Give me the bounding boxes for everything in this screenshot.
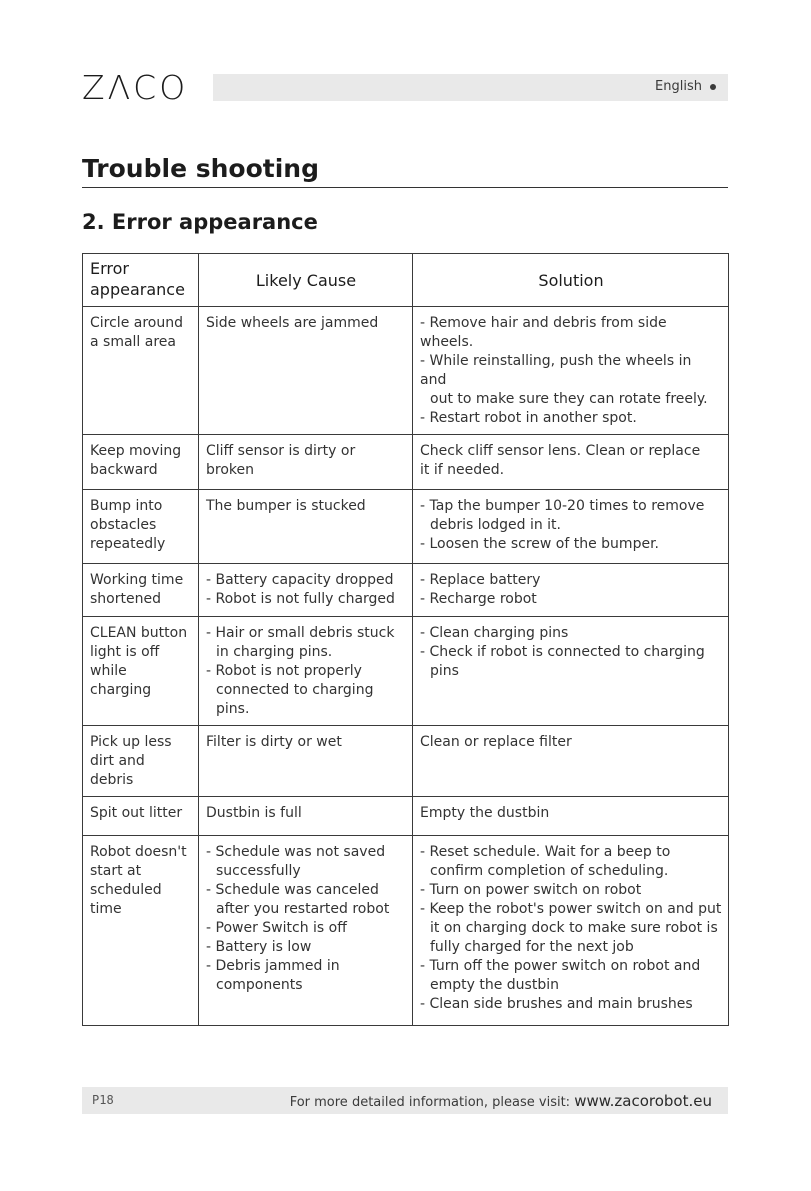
cell-appearance [83,797,199,836]
appearance-line: Working time [90,572,184,588]
cell-solution [413,490,729,564]
cause-line: successfully [216,863,301,879]
solution-line: - Restart robot in another spot. [420,410,637,426]
brand-logo: ZΛCO [82,68,189,107]
table-row [83,435,729,490]
solution-line: - Turn on power switch on robot [420,882,642,898]
cell-cause [199,617,413,726]
solution-line: - Check if robot is connected to charging [420,644,705,660]
solution-line: it if needed. [420,462,505,478]
cell-appearance [83,726,199,797]
table-row [83,836,729,1026]
cause-line: - Schedule was not saved [206,844,386,860]
solution-line: - Tap the bumper 10-20 times to remove [420,498,705,514]
solution-line: confirm completion of scheduling. [430,863,669,879]
appearance-line: time [90,901,122,917]
cause-line: - Schedule was canceled [206,882,379,898]
header-bar [213,74,728,101]
appearance-line: backward [90,462,158,478]
cause-line: - Robot is not properly [206,663,362,679]
cell-appearance [83,435,199,490]
cell-appearance [83,490,199,564]
cause-line: Filter is dirty or wet [206,734,342,750]
error-table [82,253,729,1026]
cell-solution [413,564,729,617]
solution-line: - Loosen the screw of the bumper. [420,536,659,552]
appearance-line: repeatedly [90,536,166,552]
column-header-solution: Solution [413,254,729,307]
cause-line: after you restarted robot [216,901,390,917]
cell-cause [199,726,413,797]
solution-line: - Remove hair and debris from side wheels. [420,315,667,350]
solution-line: - Reset schedule. Wait for a beep to [420,844,671,860]
footer-bar [82,1087,728,1114]
cell-cause [199,435,413,490]
cell-solution [413,726,729,797]
language-indicator [655,79,716,94]
page-number: P18 [92,1093,114,1107]
appearance-line: Bump into [90,498,163,514]
solution-line: - While reinstalling, push the wheels in and [420,353,692,388]
cell-cause [199,797,413,836]
bullet-icon [710,84,716,90]
appearance-line: Pick up less [90,734,172,750]
cause-line: - Battery capacity dropped [206,572,394,588]
solution-line: out to make sure they can rotate freely. [430,391,708,407]
appearance-line: Keep moving [90,443,182,459]
cause-line: components [216,977,303,993]
appearance-line: light is off [90,644,160,660]
solution-line: - Clean side brushes and main brushes [420,996,693,1012]
appearance-line: Circle around [90,315,183,331]
solution-line: Clean or replace filter [420,734,572,750]
column-header-appearance: Error appearance [83,254,199,307]
solution-line: - Recharge robot [420,591,537,607]
cell-cause [199,307,413,435]
cause-line: - Battery is low [206,939,312,955]
cell-appearance [83,617,199,726]
cell-appearance [83,836,199,1026]
cause-line: in charging pins. [216,644,333,660]
cause-line: The bumper is stucked [206,498,366,514]
cause-line: Side wheels are jammed [206,315,379,331]
footer-text [290,1092,712,1110]
cause-line: Cliff sensor is dirty or [206,443,356,459]
cell-cause [199,490,413,564]
cell-solution [413,797,729,836]
solution-line: pins [430,663,459,679]
appearance-line: CLEAN button [90,625,188,641]
cause-line: Dustbin is full [206,805,302,821]
cell-solution [413,307,729,435]
solution-line: debris lodged in it. [430,517,561,533]
page-title: Trouble shooting [82,154,319,183]
cause-line: connected to charging pins. [216,682,374,717]
cell-solution [413,435,729,490]
table-row [83,564,729,617]
table-row [83,307,729,435]
appearance-line: start at [90,863,142,879]
cause-line: - Debris jammed in [206,958,340,974]
cause-line: - Power Switch is off [206,920,347,936]
language-label: English [655,79,702,94]
cause-line: broken [206,462,254,478]
solution-line: Check cliff sensor lens. Clean or replace [420,443,701,459]
cell-solution [413,617,729,726]
appearance-line: shortened [90,591,161,607]
cell-cause [199,564,413,617]
table-row [83,726,729,797]
table-row [83,617,729,726]
footer-label: For more detailed information, please visit: [289,1095,571,1110]
appearance-line: a small area [90,334,176,350]
solution-line: empty the dustbin [430,977,559,993]
solution-line: - Keep the robot's power switch on and put [420,901,722,917]
appearance-line: Robot doesn't [90,844,187,860]
cell-solution [413,836,729,1026]
appearance-line: while charging [90,663,152,698]
column-header-cause: Likely Cause [199,254,413,307]
solution-line: Empty the dustbin [420,805,550,821]
solution-line: it on charging dock to make sure robot is [430,920,718,936]
solution-line: - Turn off the power switch on robot and [420,958,701,974]
appearance-line: Spit out litter [90,805,183,821]
appearance-line: dirt and debris [90,753,145,788]
appearance-line: obstacles [90,517,157,533]
section-title: 2. Error appearance [82,210,318,234]
solution-line: - Clean charging pins [420,625,569,641]
cell-cause [199,836,413,1026]
solution-line: fully charged for the next job [430,939,634,955]
cause-line: - Robot is not fully charged [206,591,395,607]
solution-line: - Replace battery [420,572,541,588]
table-row [83,797,729,836]
table-header-row [83,254,729,307]
website-link[interactable]: www.zacorobot.eu [574,1092,712,1110]
cause-line: - Hair or small debris stuck [206,625,395,641]
appearance-line: scheduled [90,882,162,898]
table-row [83,490,729,564]
cell-appearance [83,564,199,617]
cell-appearance [83,307,199,435]
title-divider [82,187,728,188]
